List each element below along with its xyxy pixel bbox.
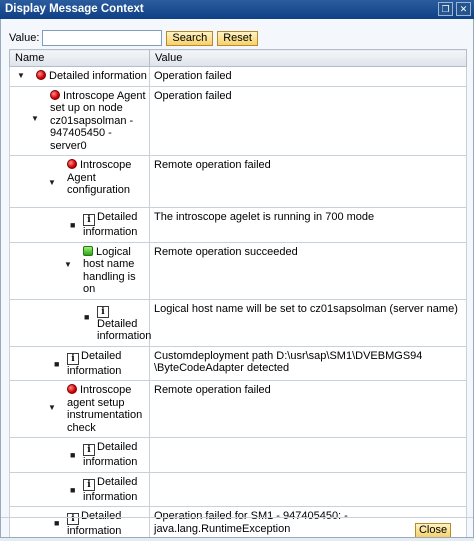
table-header-row (10, 50, 467, 67)
info-icon: i (83, 479, 95, 491)
info-icon: i (97, 306, 109, 318)
value-cell (150, 472, 467, 507)
info-icon: i (67, 513, 79, 525)
expand-arrow-icon[interactable]: ▼ (48, 178, 56, 187)
value-cell: Remote operation failed (150, 156, 467, 208)
node-name: Detailed information (83, 211, 138, 238)
expand-arrow-icon[interactable]: ▼ (64, 259, 72, 269)
node-name: Introscope Agent configuration (67, 159, 132, 196)
node-name: Detailed information (83, 441, 138, 468)
node-label (10, 300, 152, 346)
message-context-table (9, 49, 467, 541)
red-status-icon (67, 384, 77, 394)
name-cell (10, 242, 150, 299)
value-cell: Operation failed for SM1 - 947405450: - java.lang.RuntimeException (150, 507, 467, 541)
info-icon: i (67, 353, 79, 365)
node-label (10, 67, 149, 86)
node-label (10, 347, 149, 381)
table-row[interactable] (10, 156, 467, 208)
column-header-name[interactable]: Name (10, 50, 150, 67)
bullet-icon: ■ (54, 518, 60, 528)
expand-arrow-icon[interactable]: ▼ (17, 71, 25, 80)
node-label (10, 156, 149, 200)
node-name: Introscope Agent set up on node cz01sapsolman - 947405450 - server0 (50, 89, 146, 152)
reset-button[interactable]: Reset (217, 31, 258, 46)
name-cell (10, 67, 150, 87)
table-row[interactable] (10, 299, 467, 346)
search-button[interactable]: Search (166, 31, 213, 46)
red-status-icon (67, 159, 77, 169)
table-row[interactable] (10, 472, 467, 507)
bullet-icon: ■ (70, 484, 76, 495)
window-title: Display Message Context (5, 3, 144, 15)
window-bottom-border (0, 537, 474, 541)
table-row[interactable] (10, 507, 467, 541)
restore-window-icon[interactable]: ❐ (438, 2, 453, 16)
node-name: Detailed information (49, 70, 147, 82)
node-label (10, 438, 149, 472)
close-window-icon[interactable]: ✕ (456, 2, 471, 16)
node-label (10, 208, 149, 242)
table-body (10, 67, 467, 541)
expand-arrow-icon[interactable]: ▼ (31, 113, 39, 123)
name-cell (10, 208, 150, 243)
dialog-body (0, 19, 474, 541)
name-cell (10, 346, 150, 381)
filter-label: Value: (9, 32, 40, 44)
name-cell (10, 381, 150, 438)
value-cell (150, 438, 467, 473)
table-row[interactable] (10, 438, 467, 473)
red-status-icon (50, 90, 60, 100)
table-row[interactable] (10, 86, 467, 156)
footer-divider (1, 517, 473, 518)
window-titlebar (0, 0, 474, 19)
value-cell: The introscope agelet is running in 700 mode (150, 208, 467, 243)
bullet-icon: ■ (70, 450, 76, 460)
node-name: Detailed information (67, 349, 122, 377)
name-cell (10, 86, 150, 156)
name-cell (10, 299, 150, 346)
column-header-value[interactable]: Value (150, 50, 467, 67)
value-search-input[interactable] (42, 30, 162, 46)
table-row[interactable] (10, 67, 467, 87)
expand-arrow-icon[interactable]: ▼ (48, 403, 56, 412)
bullet-icon: ■ (84, 311, 90, 322)
value-cell: Remote operation failed (150, 381, 467, 438)
green-status-icon (83, 246, 93, 256)
value-cell: Remote operation succeeded (150, 242, 467, 299)
filter-bar (9, 29, 258, 47)
name-cell (10, 472, 150, 507)
value-cell: Logical host name will be set to cz01sapsolman (server name) (150, 299, 467, 346)
table-row[interactable] (10, 346, 467, 381)
bullet-icon: ■ (54, 358, 60, 369)
name-cell (10, 507, 150, 541)
node-name: Logical host name handling is on (83, 245, 136, 295)
name-cell (10, 156, 150, 208)
table-row[interactable] (10, 242, 467, 299)
red-status-icon (36, 70, 46, 80)
value-cell: Customdeployment path D:\usr\sap\SM1\DVEBMGS94 \ByteCodeAdapter detected (150, 346, 467, 381)
node-label (10, 243, 149, 299)
bullet-icon: ■ (70, 220, 76, 230)
node-name: Introscope agent setup instrumentation check (67, 384, 143, 434)
table-row[interactable] (10, 381, 467, 438)
info-icon: i (83, 214, 95, 226)
node-name: Detailed information (67, 510, 122, 537)
node-label (10, 473, 149, 507)
value-cell: Operation failed (150, 86, 467, 156)
node-label (10, 381, 149, 437)
close-button[interactable]: Close (415, 523, 451, 538)
value-cell: Operation failed (150, 67, 467, 87)
table-row[interactable] (10, 208, 467, 243)
node-name: Detailed information (97, 317, 152, 342)
node-name: Detailed information (83, 475, 138, 503)
node-label (10, 507, 149, 541)
name-cell (10, 438, 150, 473)
info-icon: i (83, 444, 95, 456)
